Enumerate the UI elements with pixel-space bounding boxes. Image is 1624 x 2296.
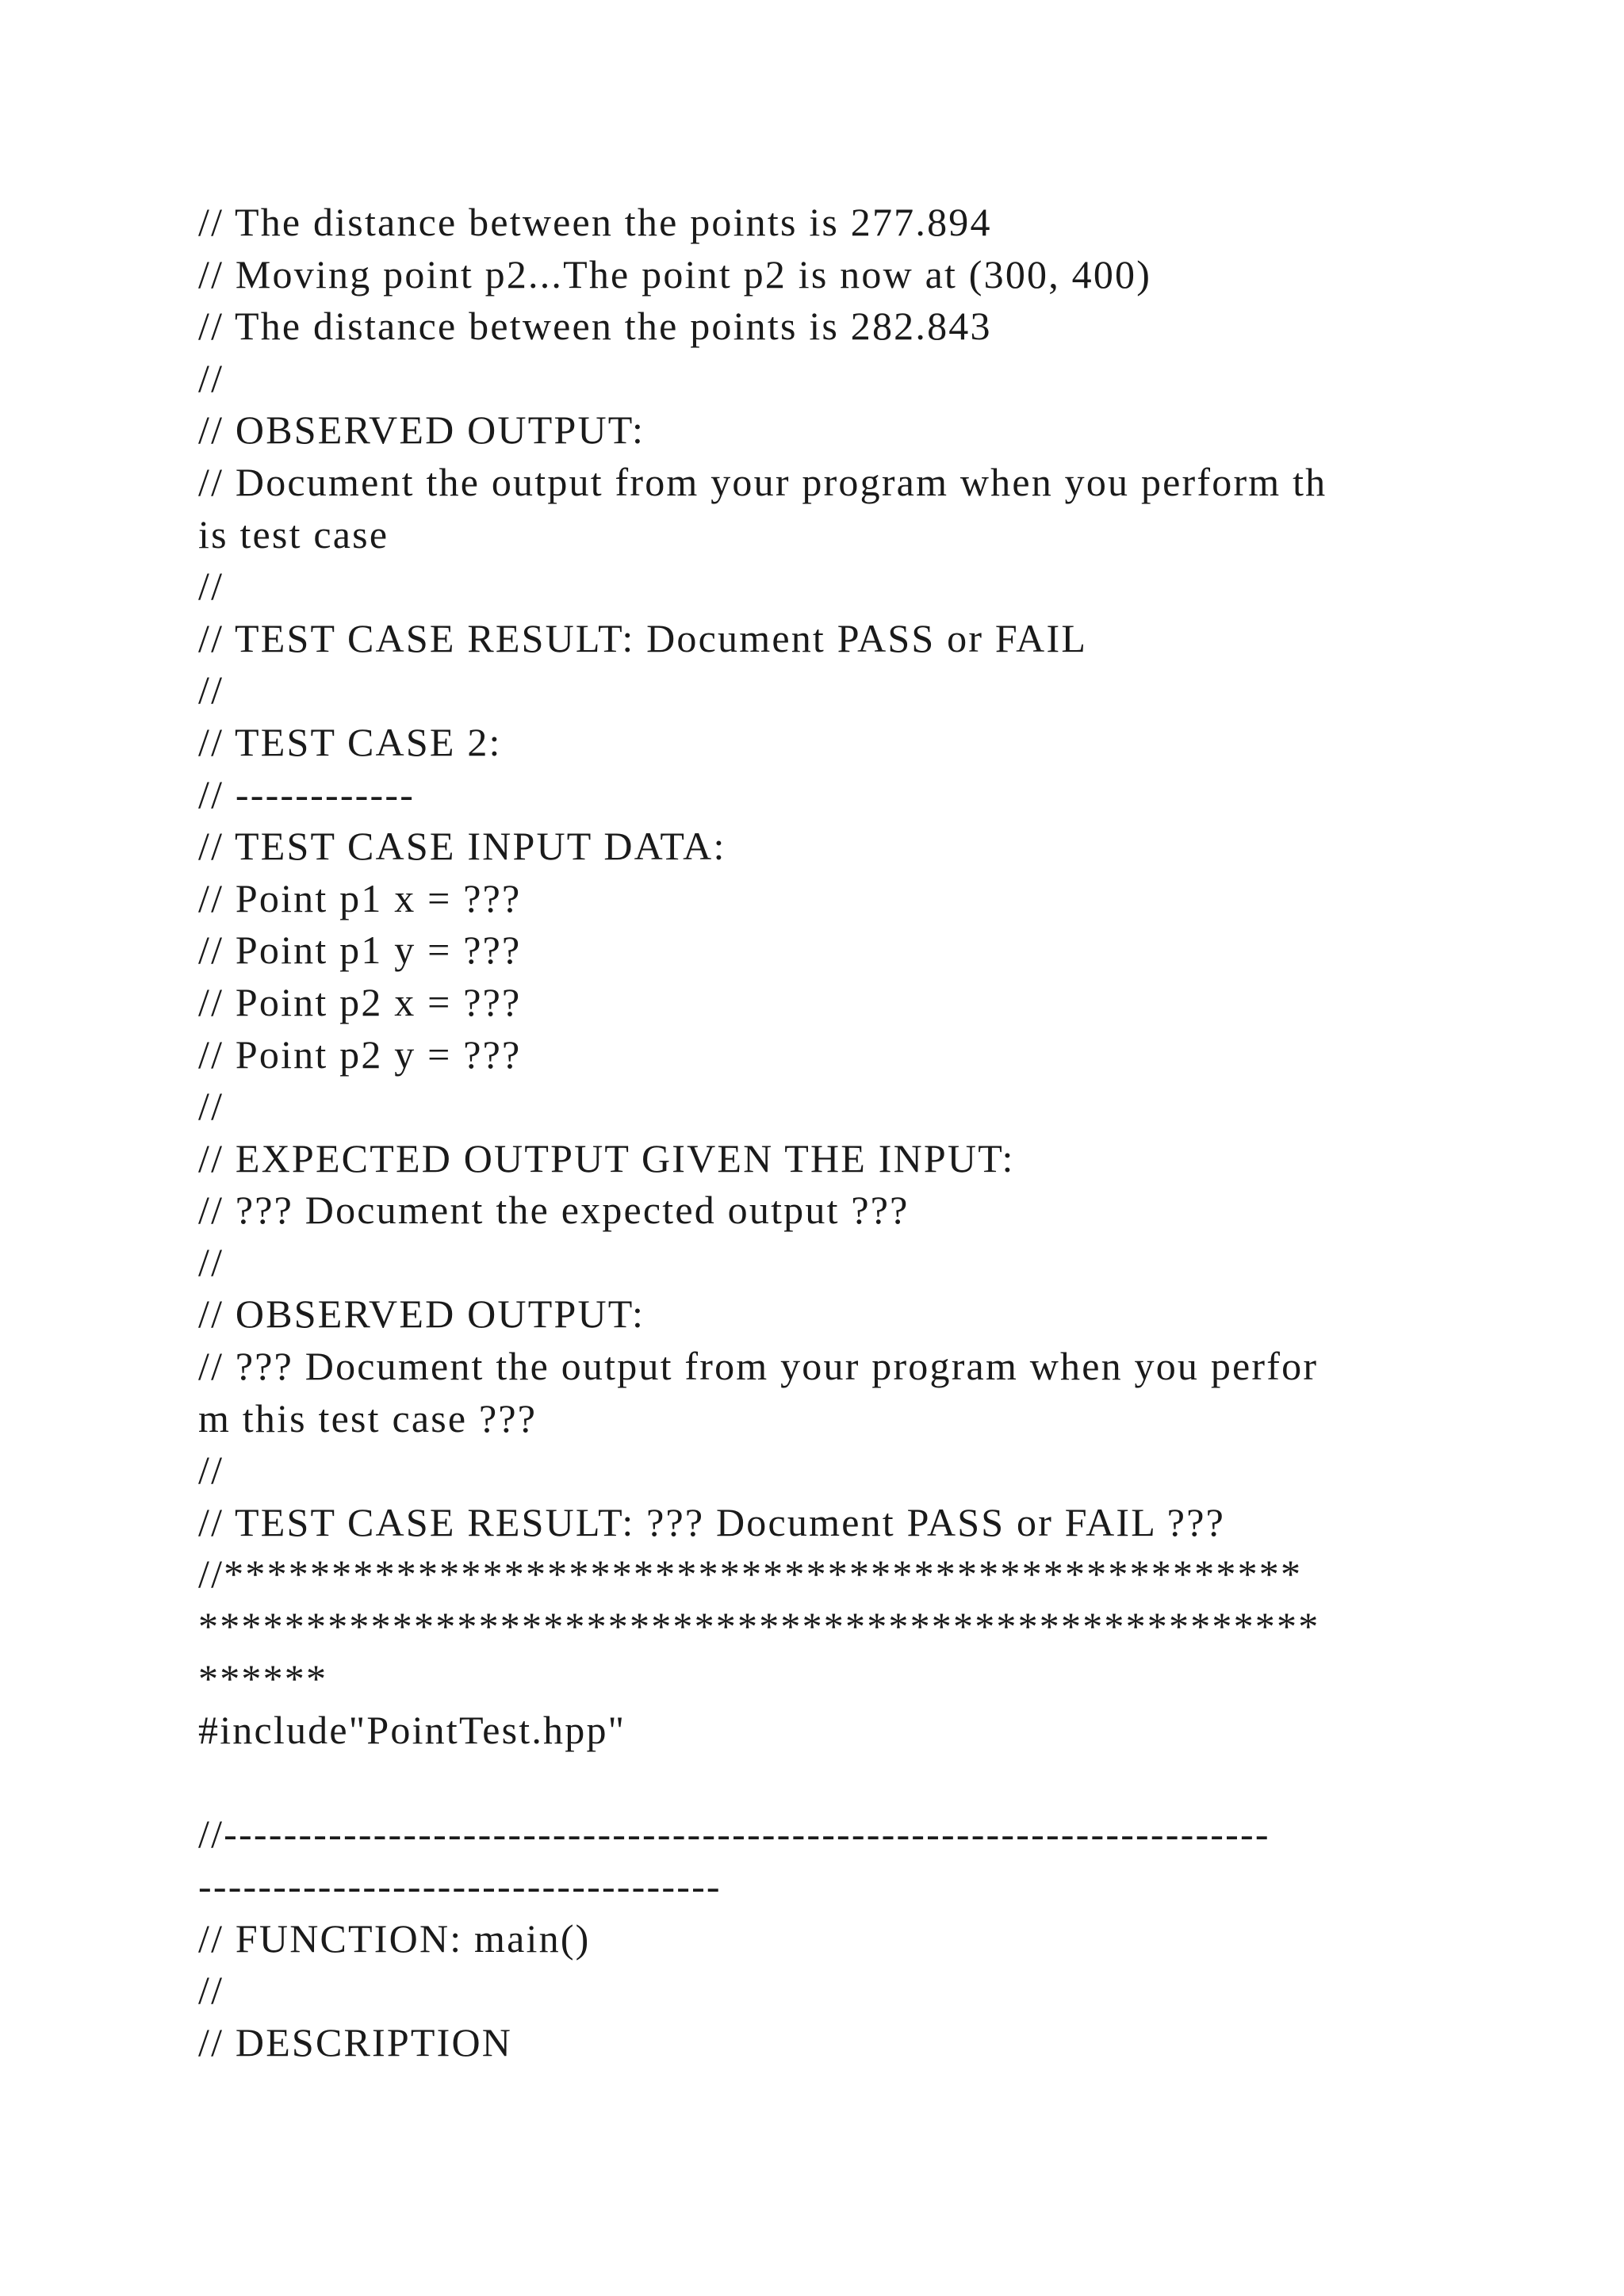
text-line-1: // The distance between the points is 277.894 — [198, 200, 992, 244]
text-line-19: // EXPECTED OUTPUT GIVEN THE INPUT: — [198, 1135, 1015, 1181]
code-comment-text — [198, 197, 1435, 2068]
text-line-34: // FUNCTION: main() — [198, 1915, 591, 1961]
text-line-10: // — [198, 668, 224, 713]
text-line-13: // TEST CASE INPUT DATA: — [198, 824, 726, 869]
text-line-26: // TEST CASE RESULT: ??? Document PASS or FAIL ??? — [198, 1499, 1225, 1544]
text-line-18: // — [198, 1084, 224, 1129]
text-line-9: // TEST CASE RESULT: Document PASS or FAIL — [198, 615, 1088, 660]
text-line-33: ----------------------------------- — [198, 1864, 722, 1908]
text-line-8: // — [198, 564, 224, 609]
text-line-28: **************************************************** — [198, 1604, 1320, 1649]
text-line-35: // — [198, 1968, 224, 2013]
text-line-32: //---------------------------------------------------------------------- — [198, 1812, 1270, 1857]
text-line-3: // The distance between the points is 282.843 — [198, 304, 992, 349]
text-line-21: // — [198, 1239, 224, 1284]
text-line-5: // OBSERVED OUTPUT: — [198, 408, 645, 453]
text-line-17: // Point p2 y = ??? — [198, 1031, 522, 1077]
text-line-23: // ??? Document the output from your program when you perfor — [198, 1344, 1319, 1389]
text-line-7: is test case — [198, 511, 389, 557]
text-line-31 — [198, 1757, 1435, 1809]
text-line-22: // OBSERVED OUTPUT: — [198, 1292, 645, 1337]
text-line-4: // — [198, 355, 224, 400]
text-line-16: // Point p2 x = ??? — [198, 979, 522, 1024]
text-line-30: #include"PointTest.hpp" — [198, 1708, 626, 1753]
text-line-14: // Point p1 x = ??? — [198, 875, 522, 920]
text-line-36: // DESCRIPTION — [198, 2019, 513, 2064]
text-line-27: //************************************************** — [198, 1552, 1303, 1597]
text-line-12: // ------------ — [198, 771, 416, 817]
text-line-15: // Point p1 y = ??? — [198, 928, 522, 973]
text-line-24: m this test case ??? — [198, 1395, 538, 1441]
text-line-25: // — [198, 1448, 224, 1493]
text-line-2: // Moving point p2...The point p2 is now at (300, 400) — [198, 251, 1152, 297]
text-line-6: // Document the output from your program when you perform th — [198, 459, 1327, 504]
text-line-29: ****** — [198, 1655, 328, 1701]
text-line-20: // ??? Document the expected output ??? — [198, 1188, 910, 1233]
text-line-11: // TEST CASE 2: — [198, 719, 502, 764]
